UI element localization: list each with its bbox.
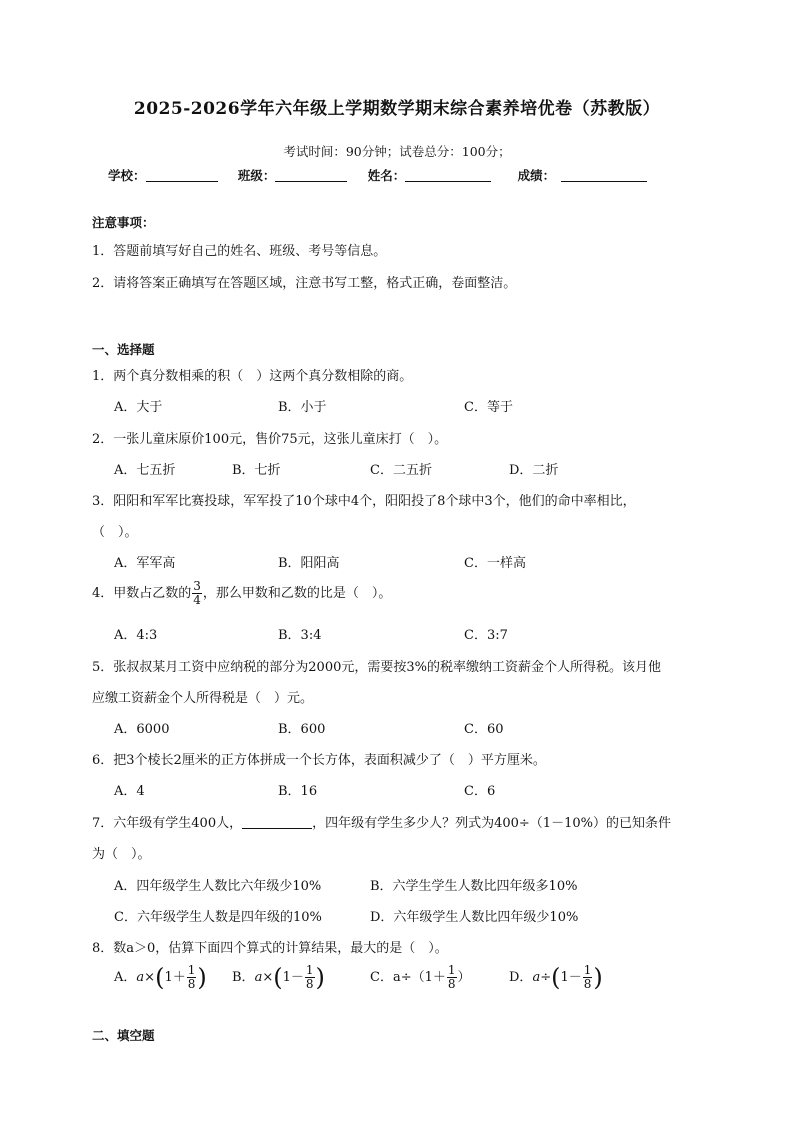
option[interactable]: A．七五折: [114, 463, 176, 478]
fraction-denominator: 8: [187, 977, 196, 991]
section-heading: 二、填空题: [92, 1028, 155, 1043]
option[interactable]: C．二五折: [370, 463, 432, 478]
option-label: C．: [370, 970, 393, 985]
option[interactable]: A．4:3: [114, 628, 158, 643]
question-stem: 5．张叔叔某月工资中应纳税的部分为2000元，需要按3%的税率缴纳工资薪金个人所得税。该月他: [92, 660, 661, 675]
left-paren-icon: (: [273, 963, 283, 992]
question-stem: [92, 812, 671, 831]
question-stem: 8．数a＞0，估算下面四个算式的计算结果，最大的是（ ）。: [92, 941, 448, 956]
inner-expression: 1－: [282, 970, 304, 985]
option[interactable]: [370, 964, 471, 991]
option[interactable]: D．二折: [509, 463, 559, 478]
question-stem-cont: 为（ ）。: [92, 847, 151, 862]
question-stem: 3．阳阳和军军比赛投球，军军投了10个球中4个，阳阳投了8个球中3个，他们的命中率相比，: [92, 494, 636, 509]
option[interactable]: [509, 964, 603, 991]
option[interactable]: C．3:7: [464, 628, 508, 643]
name-label: 姓名：: [367, 168, 406, 183]
fraction-numerator: 1: [187, 963, 196, 977]
variable: a: [532, 970, 541, 985]
school-label: 学校：: [108, 168, 146, 183]
stem-text: ，四年级有学生多少人？列式为400÷（1－10%）的已知条件: [312, 816, 671, 831]
fraction-denominator: 8: [447, 977, 456, 991]
notice-item: 1．答题前填写好自己的姓名、班级、考号等信息。: [92, 244, 387, 259]
fraction: [305, 964, 315, 991]
option[interactable]: B．六学生学生人数比四年级多10%: [370, 879, 578, 894]
fraction-denominator: 4: [193, 593, 201, 607]
option[interactable]: A．军军高: [114, 556, 176, 571]
answer-blank[interactable]: [242, 816, 312, 829]
left-paren-icon: (: [155, 963, 165, 992]
operator: ×: [144, 970, 156, 985]
option-label: D．: [509, 970, 533, 985]
right-paren-icon: ): [593, 963, 603, 992]
option[interactable]: B．3:4: [278, 628, 322, 643]
option[interactable]: A．4: [114, 784, 145, 799]
fraction: [583, 964, 593, 991]
expression-prefix: a÷（1＋: [392, 970, 446, 985]
name-blank[interactable]: [405, 169, 491, 182]
option[interactable]: D．六年级学生人数比四年级少10%: [370, 910, 579, 925]
fraction-numerator: 1: [305, 963, 314, 977]
fraction-numerator: 1: [447, 963, 456, 977]
expression-suffix: ）: [457, 970, 471, 985]
page-title: 2025-2026学年六年级上学期数学期末综合素养培优卷（苏教版）: [133, 99, 661, 119]
option[interactable]: B．16: [278, 784, 318, 799]
fraction: [187, 964, 197, 991]
notice-item: 2．请将答案正确填写在答题区域，注意书写工整，格式正确，卷面整洁。: [92, 276, 517, 291]
variable: a: [254, 970, 263, 985]
question-stem: 6．把3个棱长2厘米的正方体拼成一个长方体，表面积减少了（ ）平方厘米。: [92, 753, 546, 768]
option[interactable]: C．一样高: [464, 556, 526, 571]
inner-expression: 1＋: [164, 970, 186, 985]
section-heading: 一、选择题: [92, 342, 155, 357]
operator: ÷: [540, 970, 552, 985]
exam-time-info: 考试时间：90分钟；试卷总分：100分；: [283, 144, 511, 159]
option[interactable]: [114, 964, 207, 991]
question-stem: [92, 580, 391, 607]
class-label: 班级：: [237, 168, 276, 183]
option[interactable]: C．等于: [464, 400, 513, 415]
student-info-line: [108, 166, 647, 184]
option[interactable]: A．6000: [114, 722, 170, 737]
option[interactable]: C．6: [464, 784, 496, 799]
fraction: [192, 580, 202, 607]
score-blank[interactable]: [561, 169, 647, 182]
stem-text: 7．六年级有学生400人，: [92, 816, 243, 831]
stem-text: 4．甲数占乙数的: [92, 586, 192, 601]
fraction-denominator: 8: [305, 977, 314, 991]
notice-heading: 注意事项：: [92, 215, 155, 230]
inner-expression: 1－: [560, 970, 582, 985]
school-blank[interactable]: [146, 169, 218, 182]
option[interactable]: [232, 964, 325, 991]
variable: a: [136, 970, 145, 985]
question-stem-cont: 应缴工资薪金个人所得税是（ ）元。: [92, 691, 314, 706]
question-stem: 2．一张儿童床原价100元，售价75元，这张儿童床打（ ）。: [92, 432, 448, 447]
option[interactable]: C．六年级学生人数是四年级的10%: [114, 910, 322, 925]
fraction-denominator: 8: [583, 977, 592, 991]
option-label: A．: [114, 970, 137, 985]
option[interactable]: B．七折: [232, 463, 281, 478]
score-label: 成绩：: [517, 168, 556, 183]
class-blank[interactable]: [275, 169, 347, 182]
option[interactable]: B．阳阳高: [278, 556, 340, 571]
right-paren-icon: ): [197, 963, 207, 992]
question-stem-cont: （ ）。: [92, 525, 138, 540]
fraction-numerator: 3: [193, 579, 201, 593]
question-stem: 1．两个真分数相乘的积（ ）这两个真分数相除的商。: [92, 369, 413, 384]
stem-text: ，那么甲数和乙数的比是（ ）。: [202, 586, 392, 601]
left-paren-icon: (: [551, 963, 561, 992]
option[interactable]: A．四年级学生人数比六年级少10%: [114, 879, 322, 894]
option-label: B．: [232, 970, 255, 985]
right-paren-icon: ): [315, 963, 325, 992]
option[interactable]: C．60: [464, 722, 504, 737]
operator: ×: [262, 970, 274, 985]
fraction: [447, 964, 457, 991]
option[interactable]: B．600: [278, 722, 326, 737]
option[interactable]: B．小于: [278, 400, 327, 415]
fraction-numerator: 1: [583, 963, 592, 977]
option[interactable]: A．大于: [114, 400, 163, 415]
